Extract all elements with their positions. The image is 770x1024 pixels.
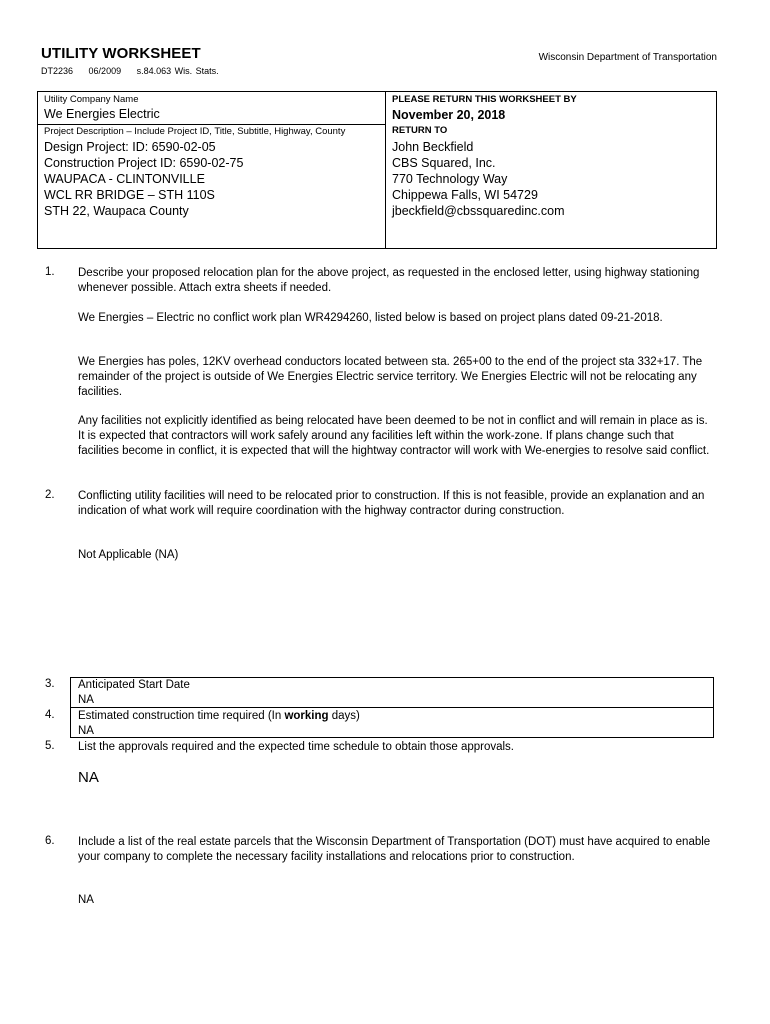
question-5-answer: NA	[78, 769, 99, 786]
project-description-line: Design Project: ID: 6590-02-05	[44, 140, 216, 154]
question-4-answer: NA	[78, 725, 94, 737]
question-number: 5.	[45, 740, 55, 752]
question-3-prompt: Anticipated Start Date	[78, 679, 190, 691]
form-code: DT2236	[41, 66, 74, 76]
question-6-answer: NA	[78, 894, 94, 906]
return-to-label: RETURN TO	[392, 125, 448, 136]
question-1-prompt: Describe your proposed relocation plan for the above project, as requested in the enclosed letter, using highway stationing whenever possible. Attach extra sheets if needed.	[78, 267, 700, 294]
form-codes	[41, 66, 231, 76]
question-6-prompt: Include a list of the real estate parcels that the Wisconsin Department of Transportation (DOT) must have acquired to enable your company to complete the necessary facility installations and relocations prior to construction.	[78, 836, 711, 863]
project-description-line: STH 22, Waupaca County	[44, 204, 189, 218]
return-by-date: November 20, 2018	[392, 108, 506, 122]
question-number: 4.	[45, 709, 55, 721]
question-number: 2.	[45, 489, 55, 501]
project-description-label: Project Description – Include Project ID, Title, Subtitle, Highway, County	[44, 126, 346, 137]
horizontal-divider	[38, 124, 385, 125]
return-to-line: CBS Squared, Inc.	[392, 156, 496, 170]
company-name-label: Utility Company Name	[44, 94, 139, 105]
question-1-answer: Any facilities not explicitly identified as being relocated have been deemed to be not in conflict and will remain in place as is. It is expected that contractors will work safely around any facilities left within the work-zone. If plans change such that facilities become in conflict, it is expected that will the hightway contractor will work with We-energies to resolve said conflict.	[78, 415, 710, 457]
prompt-text: days)	[328, 710, 360, 722]
question-2-answer: Not Applicable (NA)	[78, 549, 179, 561]
question-5-prompt: List the approvals required and the expected time schedule to obtain those approvals.	[78, 741, 515, 753]
statute: s.84.063 Wis. Stats.	[136, 66, 219, 76]
vertical-divider	[385, 92, 386, 248]
question-1-answer: We Energies – Electric no conflict work plan WR4294260, listed below is based on project plans dated 09-21-2018.	[78, 312, 663, 324]
question-1-answer: We Energies has poles, 12KV overhead conductors located between sta. 265+00 to the end of the project sta 332+17. The remainder of the project is outside of We Energies Electric service territory. We Energies Electric will not be relocating any facilities.	[78, 356, 703, 398]
project-description-line: WAUPACA - CLINTONVILLE	[44, 172, 205, 186]
return-to-line: John Beckfield	[392, 140, 474, 154]
project-description-line: Construction Project ID: 6590-02-75	[44, 156, 244, 170]
form-date: 06/2009	[88, 66, 122, 76]
project-info-box	[37, 91, 717, 249]
prompt-emphasis: working	[284, 710, 329, 722]
question-4-prompt	[78, 709, 360, 724]
return-to-email: jbeckfield@cbssquaredinc.com	[392, 204, 565, 218]
return-to-line: 770 Technology Way	[392, 172, 508, 186]
question-3-answer: NA	[78, 694, 94, 706]
worksheet-title: UTILITY WORKSHEET	[41, 45, 201, 62]
company-name-value: We Energies Electric	[44, 107, 160, 121]
return-by-label: PLEASE RETURN THIS WORKSHEET BY	[392, 94, 577, 105]
question-number: 1.	[45, 266, 55, 278]
return-to-line: Chippewa Falls, WI 54729	[392, 188, 538, 202]
question-number: 6.	[45, 835, 55, 847]
question-2-prompt: Conflicting utility facilities will need to be relocated prior to construction. If this is not feasible, provide an explanation and an indication of what work will require coordination with the highway contractor during construction.	[78, 490, 705, 517]
prompt-text: Estimated construction time required (In	[78, 710, 285, 722]
project-description-line: WCL RR BRIDGE – STH 110S	[44, 188, 215, 202]
agency-name: Wisconsin Department of Transportation	[538, 52, 717, 63]
question-number: 3.	[45, 678, 55, 690]
